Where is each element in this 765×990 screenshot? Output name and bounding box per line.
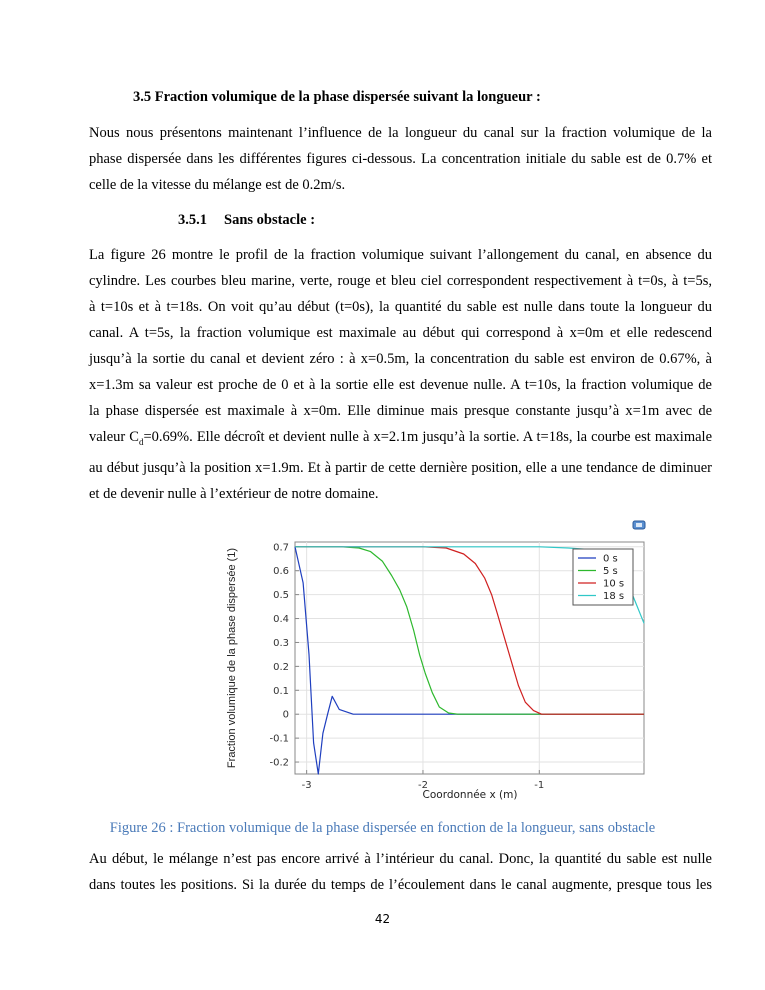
- after-paragraph: [89, 846, 712, 898]
- y-tick-label: 0: [282, 709, 289, 721]
- figure-caption: Figure 26 : Fraction volumique de la phase dispersée en fonction de la longueur, sans obstacle: [109, 820, 656, 836]
- intro-paragraph: [89, 120, 712, 198]
- body-line: jusqu’à la sortie du canal et devient zéro : à x=0.5m, la concentration du sable est environ de 0.67%, à: [89, 351, 712, 367]
- intro-line: Nous nous présentons maintenant l’influence de la longueur du canal sur la fraction volumique de la: [89, 125, 712, 141]
- x-tick-label: -2: [417, 780, 428, 791]
- y-tick-label: -0.2: [269, 757, 289, 769]
- x-tick-label: -1: [534, 780, 545, 791]
- body-line: cylindre. Les courbes bleu marine, verte, rouge et bleu ciel correspondent respectivement à t=0s, à t=5s,: [89, 273, 712, 289]
- subsection-heading: [178, 212, 315, 229]
- cd-before: valeur C: [89, 429, 139, 445]
- intro-line: celle de la vitesse du mélange est de 0.2m/s.: [89, 177, 346, 193]
- x-axis-label: Coordonnée x (m): [422, 789, 518, 801]
- body-line: la phase dispersée est maximale à x=0m. Elle diminue mais presque constante jusqu’à x=1m avec de: [89, 403, 712, 419]
- legend-label: 18 s: [603, 591, 625, 602]
- subsection-title: Sans obstacle :: [224, 212, 316, 228]
- body-line: La figure 26 montre le profil de la fraction volumique suivant l’allongement du canal, en absence du: [89, 247, 712, 263]
- after-line: Au début, le mélange n’est pas encore arrivé à l’intérieur du canal. Donc, la quantité du sable est nulle: [89, 851, 712, 867]
- y-tick-label: 0.1: [273, 685, 289, 697]
- intro-line: phase dispersée dans les différentes figures ci-dessous. La concentration initiale du sable est de 0.7% et: [89, 151, 712, 167]
- legend-label: 0 s: [603, 553, 618, 565]
- section-heading: 3.5 Fraction volumique de la phase dispersée suivant la longueur :: [133, 89, 541, 105]
- body-line-cd: [89, 424, 712, 455]
- cd-after: =0.69%. Elle décroît et devient nulle à x=2.1m jusqu’à la sortie. A t=18s, la courbe est maximale: [143, 429, 712, 445]
- y-tick-label: 0.4: [273, 614, 289, 626]
- y-axis-label: Fraction volumique de la phase dispersée (1): [226, 547, 238, 769]
- x-tick-label: -3: [301, 780, 312, 791]
- y-tick-label: -0.1: [269, 733, 289, 745]
- y-tick-label: 0.2: [273, 661, 289, 673]
- subsection-number: 3.5.1: [178, 212, 207, 228]
- after-line: dans toutes les positions. Si la durée du temps de l’écoulement dans le canal augmente, presque tous les: [89, 877, 712, 893]
- body-line: x=1.3m sa valeur est proche de 0 et à la sortie elle est devenue nulle. A t=10s, la fraction volumique de: [89, 377, 712, 393]
- body-line: et de devenir nulle à l’extérieur de notre domaine.: [89, 485, 379, 502]
- page-number: 42: [374, 912, 391, 926]
- y-tick-label: 0.3: [273, 637, 289, 649]
- body-line: à t=10s et à t=18s. On voit qu’au début (t=0s), la quantité du sable est nulle dans toute la longueur du: [89, 299, 712, 315]
- body-line: au début jusqu’à la position x=1.9m. Et à partir de cette dernière position, elle a une tendance de diminuer: [89, 459, 712, 476]
- volume-fraction-chart: [215, 515, 655, 805]
- legend-label: 5 s: [603, 566, 618, 577]
- body-paragraph: [89, 242, 712, 507]
- legend-label: 10 s: [603, 578, 625, 590]
- chart-legend: [573, 549, 633, 605]
- y-tick-label: 0.7: [273, 542, 289, 554]
- y-tick-labels: [269, 542, 289, 768]
- export-image-icon[interactable]: [633, 521, 645, 529]
- body-line: canal. A t=5s, la fraction volumique est maximale au début qui correspond à x=0m et elle redescend: [89, 325, 712, 341]
- y-tick-label: 0.6: [273, 566, 289, 578]
- cd-subscript: d: [138, 436, 144, 447]
- y-tick-label: 0.5: [273, 590, 289, 602]
